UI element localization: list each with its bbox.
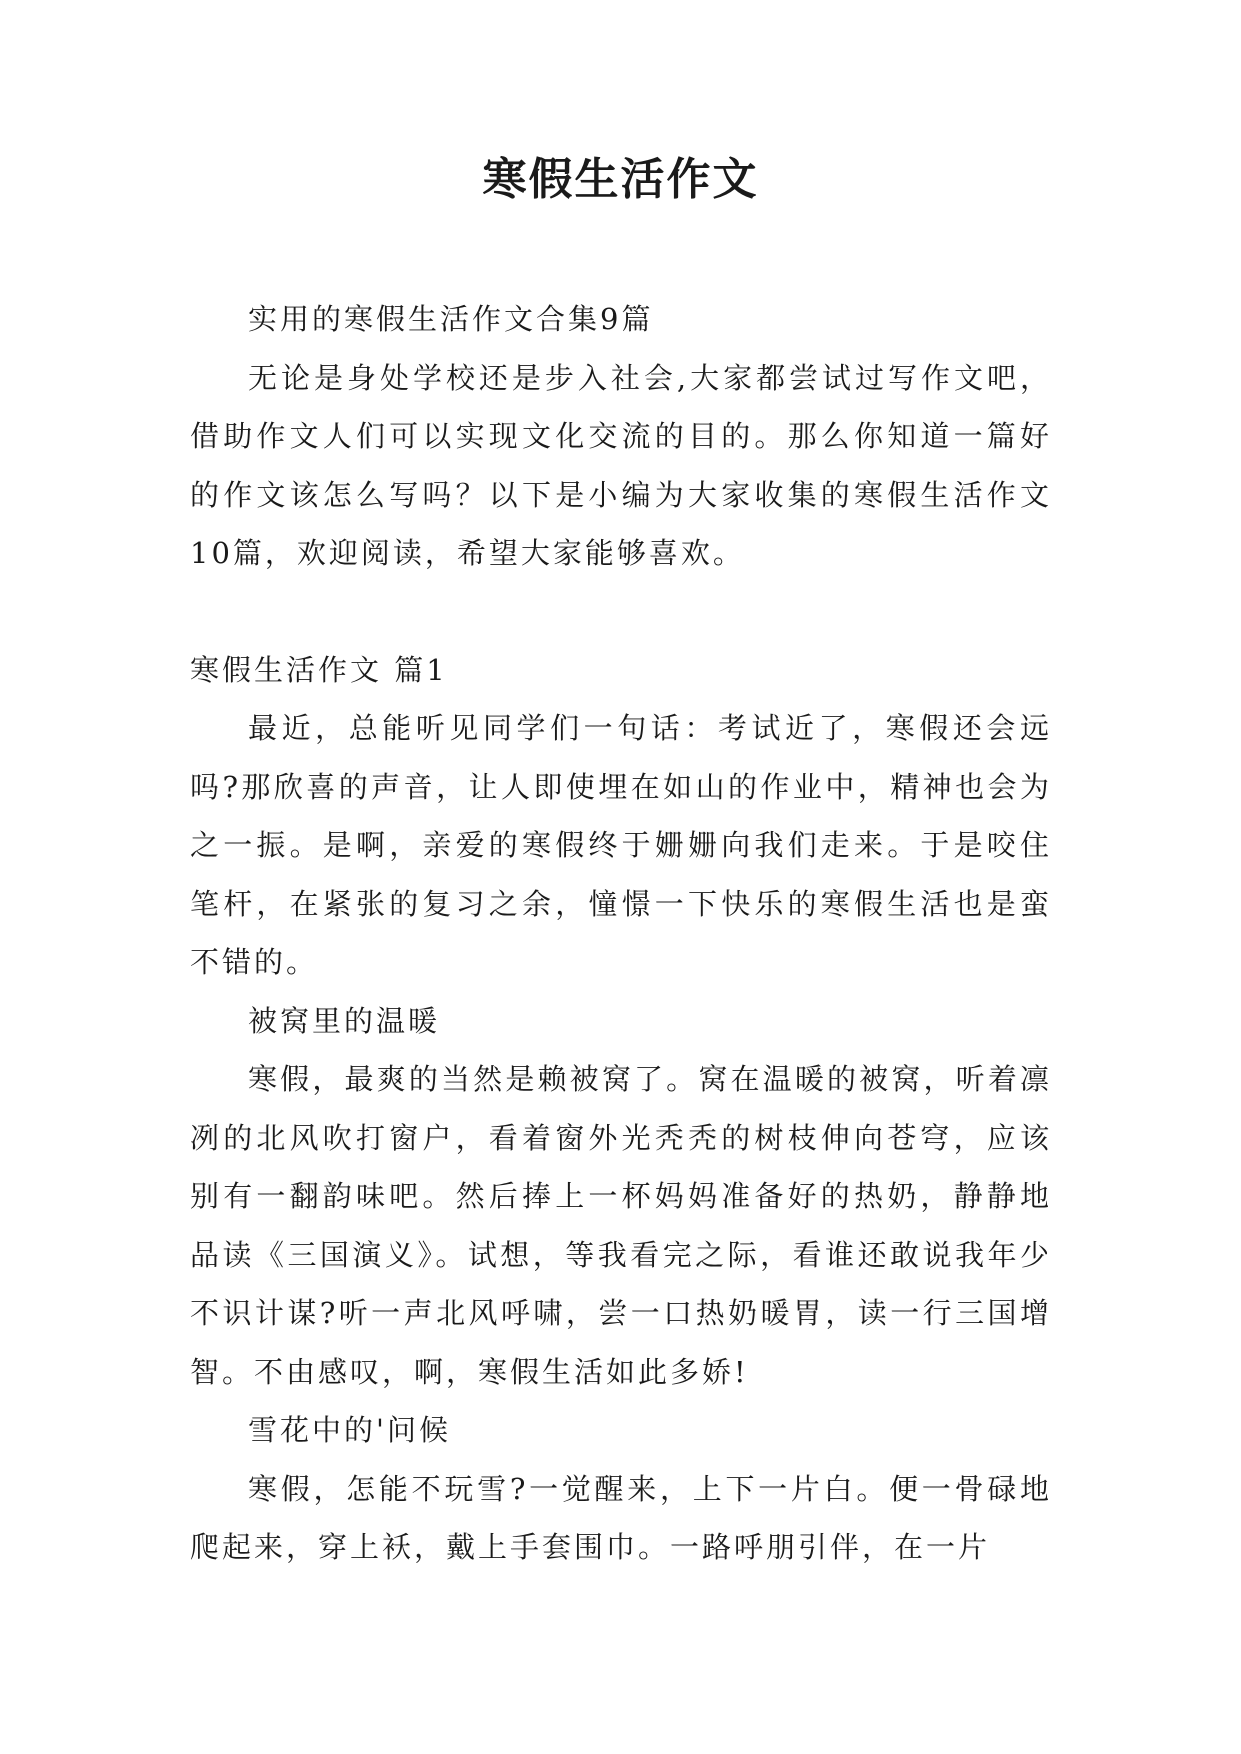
document-title: 寒假生活作文 [482,154,759,205]
document-body [190,290,1052,1577]
body-paragraph: 最近，总能听见同学们一句话：考试近了，寒假还会远吗?那欣喜的声音，让人即使埋在如山的作业中，精神也会为之一振。是啊，亲爱的寒假终于姗姗向我们走来。于是咬住笔杆，在紧张的复习之余，憧憬一下快乐的寒假生活也是蛮不错的。 [190,711,1052,979]
subheading-snow: 雪花中的'问候 [248,1413,451,1447]
section-spacer [190,583,1052,641]
intro-paragraph: 无论是身处学校还是步入社会,大家都尝试过写作文吧，借助作文人们可以实现文化交流的目的。那么你知道一篇好的作文该怎么写吗？以下是小编为大家收集的寒假生活作文10篇，欢迎阅读，希望大家能够喜欢。 [190,360,1052,570]
body-paragraph: 寒假，怎能不玩雪?一觉醒来，上下一片白。便一骨碌地爬起来，穿上袄，戴上手套围巾。一路呼朋引伴，在一片 [190,1471,1052,1564]
intro-heading: 实用的寒假生活作文合集9篇 [248,302,654,336]
body-paragraph: 寒假，最爽的当然是赖被窝了。窝在温暖的被窝，听着凛冽的北风吹打窗户，看着窗外光秃秃的树枝伸向苍穹，应该别有一翻韵味吧。然后捧上一杯妈妈准备好的热奶，静静地品读《三国演义》。试想，等我看完之际，看谁还敢说我年少不识计谋?听一声北风呼啸，尝一口热奶暖胃，读一行三国增智。不由感叹，啊，寒假生活如此多娇! [190,1062,1052,1389]
section-heading: 寒假生活作文 篇1 [190,652,448,687]
subheading-warmth: 被窝里的温暖 [248,1003,441,1038]
